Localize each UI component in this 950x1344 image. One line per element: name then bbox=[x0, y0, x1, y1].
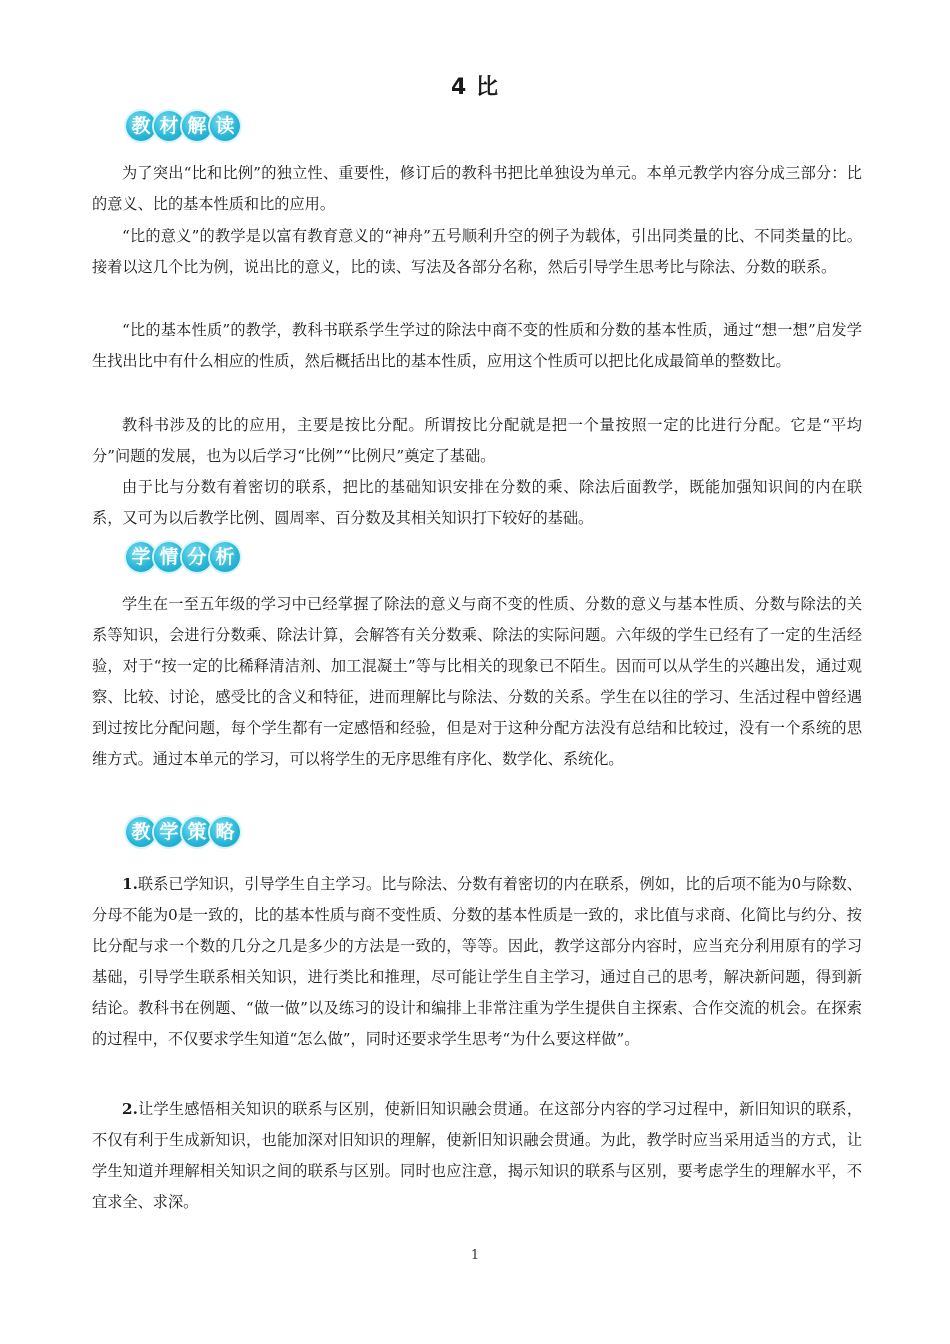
item-number: 1. bbox=[122, 875, 138, 893]
badge-char: 析 bbox=[210, 542, 240, 572]
badge-char: 分 bbox=[182, 542, 212, 572]
paragraph-strategy-2 bbox=[92, 1094, 862, 1218]
badge-char: 学 bbox=[126, 542, 156, 572]
page-title: 4 比 bbox=[451, 75, 499, 100]
badge-char: 读 bbox=[210, 111, 240, 141]
badge-char: 解 bbox=[182, 111, 212, 141]
section-badge-teaching-strategy bbox=[126, 817, 238, 853]
paragraph-text: 联系已学知识，引导学生自主学习。比与除法、分数有着密切的内在联系，例如，比的后项不能为0与除数、分母不能为0是一致的，比的基本性质与商不变性质、分数的基本性质是一致的，求比值与求商、化简比与约分、按比分配与求一个数的几分之几是多少的方法是一致的，等等。因此，教学这部分内容时，应当充分利用原有的学习基础，引导学生联系相关知识，进行类比和推理，尽可能让学生自主学习，通过自己的思考，解决新问题，得到新结论。教科书在例题、“做一做”以及练习的设计和编排上非常注重为学生提供自主探索、合作交流的机会。在探索的过程中，不仅要求学生知道“怎么做”，同时还要求学生思考“为什么要这样做”。 bbox=[92, 875, 862, 1048]
paragraph-text: 让学生感悟相关知识的联系与区别，使新旧知识融会贯通。在这部分内容的学习过程中，新旧知识的联系，不仅有利于生成新知识，也能加深对旧知识的理解，使新旧知识融会贯通。为此，教学时应当采用适当的方式，让学生知道并理解相关知识之间的联系与区别。同时也应注意，揭示知识的联系与区别，要考虑学生的理解水平，不宜求全、求深。 bbox=[92, 1100, 862, 1211]
section-badge-textbook-reading bbox=[126, 111, 238, 147]
badge-char: 略 bbox=[210, 817, 240, 847]
paragraph: “比的基本性质”的教学，教科书联系学生学过的除法中商不变的性质和分数的基本性质，通过“想一想”启发学生找出比中有什么相应的性质，然后概括出比的基本性质，应用这个性质可以把比化成最简单的整数比。 bbox=[92, 321, 862, 370]
paragraph: “比的意义”的教学是以富有教育意义的“神舟”五号顺利升空的例子为载体，引出同类量的比、不同类量的比。接着以这几个比为例，说出比的意义，比的读、写法及各部分名称，然后引导学生思考比与除法、分数的联系。 bbox=[92, 227, 862, 276]
badge-char: 教 bbox=[126, 817, 156, 847]
paragraph: 教科书涉及的比的应用，主要是按比分配。所谓按比分配就是把一个量按照一定的比进行分配。它是“平均分”问题的发展，也为以后学习“比例”“比例尺”奠定了基础。 bbox=[92, 416, 862, 465]
badge-char: 教 bbox=[126, 111, 156, 141]
section-badge-student-analysis bbox=[126, 542, 238, 578]
paragraph: 由于比与分数有着密切的联系，把比的基础知识安排在分数的乘、除法后面教学，既能加强知识间的内在联系，又可为以后教学比例、圆周率、百分数及其相关知识打下较好的基础。 bbox=[92, 478, 862, 527]
badge-char: 学 bbox=[154, 817, 184, 847]
paragraph: 为了突出“比和比例”的独立性、重要性，修订后的教科书把比单独设为单元。本单元教学内容分成三部分：比的意义、比的基本性质和比的应用。 bbox=[92, 164, 862, 213]
paragraph: 学生在一至五年级的学习中已经掌握了除法的意义与商不变的性质、分数的意义与基本性质、分数与除法的关系等知识，会进行分数乘、除法计算，会解答有关分数乘、除法的实际问题。六年级的学生已经有了一定的生活经验，对于“按一定的比稀释清洁剂、加工混凝土”等与比相关的现象已不陌生。因而可以从学生的兴趣出发，通过观察、比较、讨论，感受比的含义和特征，进而理解比与除法、分数的关系。学生在以往的学习、生活过程中曾经遇到过按比分配问题，每个学生都有一定感悟和经验，但是对于这种分配方法没有总结和比较过，没有一个系统的思维方式。通过本单元的学习，可以将学生的无序思维有序化、数学化、系统化。 bbox=[92, 595, 862, 768]
page-number: 1 bbox=[470, 1248, 480, 1263]
item-number: 2. bbox=[122, 1100, 138, 1118]
paragraph-strategy-1 bbox=[92, 869, 862, 1055]
badge-char: 策 bbox=[182, 817, 212, 847]
badge-char: 材 bbox=[154, 111, 184, 141]
badge-char: 情 bbox=[154, 542, 184, 572]
